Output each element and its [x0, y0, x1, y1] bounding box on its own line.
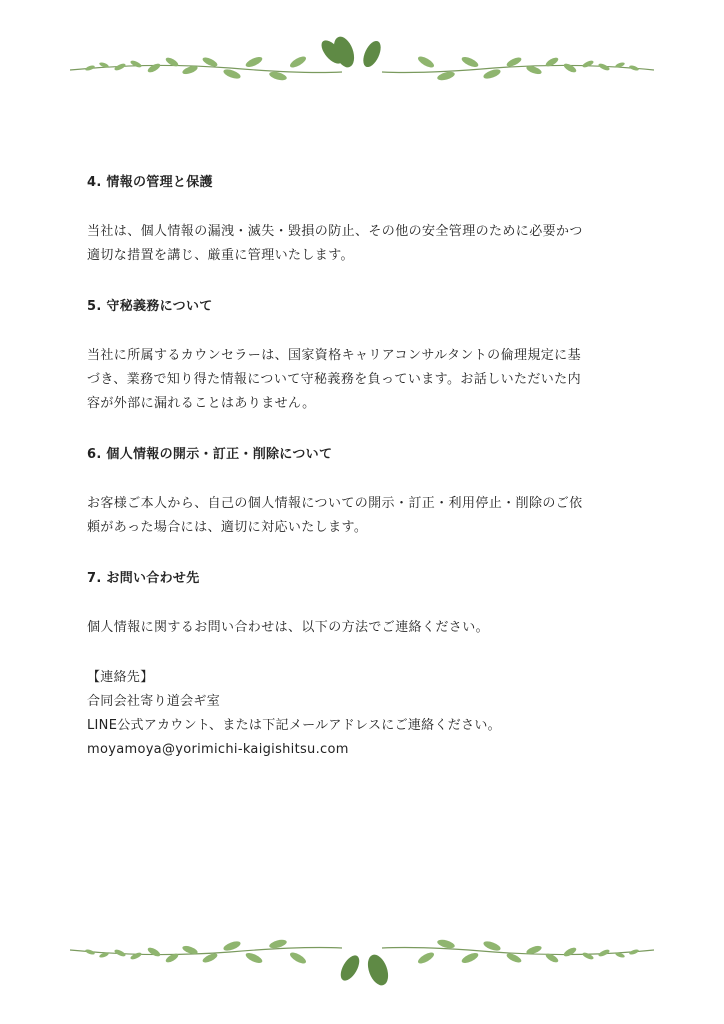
- contact-method: LINE公式アカウント、または下記メールアドレスにご連絡ください。: [87, 718, 501, 733]
- paragraph-line: 容が外部に漏れることはありません。: [87, 396, 316, 411]
- paragraph-line: 当社は、個人情報の漏洩・滅失・毀損の防止、その他の安全管理のために必要かつ: [87, 224, 583, 239]
- section-info-management: [87, 172, 642, 268]
- section-paragraph: [87, 220, 642, 268]
- paragraph-line: 個人情報に関するお問い合わせは、以下の方法でご連絡ください。: [87, 620, 490, 635]
- section-confidentiality: [87, 296, 642, 416]
- section-heading: 7. お問い合わせ先: [87, 571, 200, 586]
- contact-block: [87, 666, 642, 762]
- paragraph-line: づき、業務で知り得た情報について守秘義務を負っています。お話しいただいた内: [87, 372, 581, 387]
- contact-label: 【連絡先】: [87, 670, 154, 685]
- section-heading: 6. 個人情報の開示・訂正・削除について: [87, 447, 333, 462]
- contact-email: moyamoya@yorimichi-kaigishitsu.com: [87, 742, 349, 757]
- paragraph-line: 当社に所属するカウンセラーは、国家資格キャリアコンサルタントの倫理規定に基: [87, 348, 581, 363]
- section-contact: [87, 568, 642, 762]
- section-paragraph: [87, 344, 642, 416]
- paragraph-line: お客様ご本人から、自己の個人情報についての開示・訂正・利用停止・削除のご依: [87, 496, 583, 511]
- paragraph-line: 頼があった場合には、適切に対応いたします。: [87, 520, 368, 535]
- section-paragraph: [87, 616, 642, 640]
- section-disclosure-correction: [87, 444, 642, 540]
- contact-company: 合同会社寄り道会ギ室: [87, 694, 221, 709]
- section-heading: 4. 情報の管理と保護: [87, 175, 213, 190]
- document-body: [87, 172, 642, 762]
- paragraph-line: 適切な措置を講じ、厳重に管理いたします。: [87, 248, 354, 263]
- section-heading: 5. 守秘義務について: [87, 299, 213, 314]
- section-paragraph: [87, 492, 642, 540]
- top-vine-decoration: [70, 32, 654, 92]
- bottom-vine-decoration: [70, 928, 654, 988]
